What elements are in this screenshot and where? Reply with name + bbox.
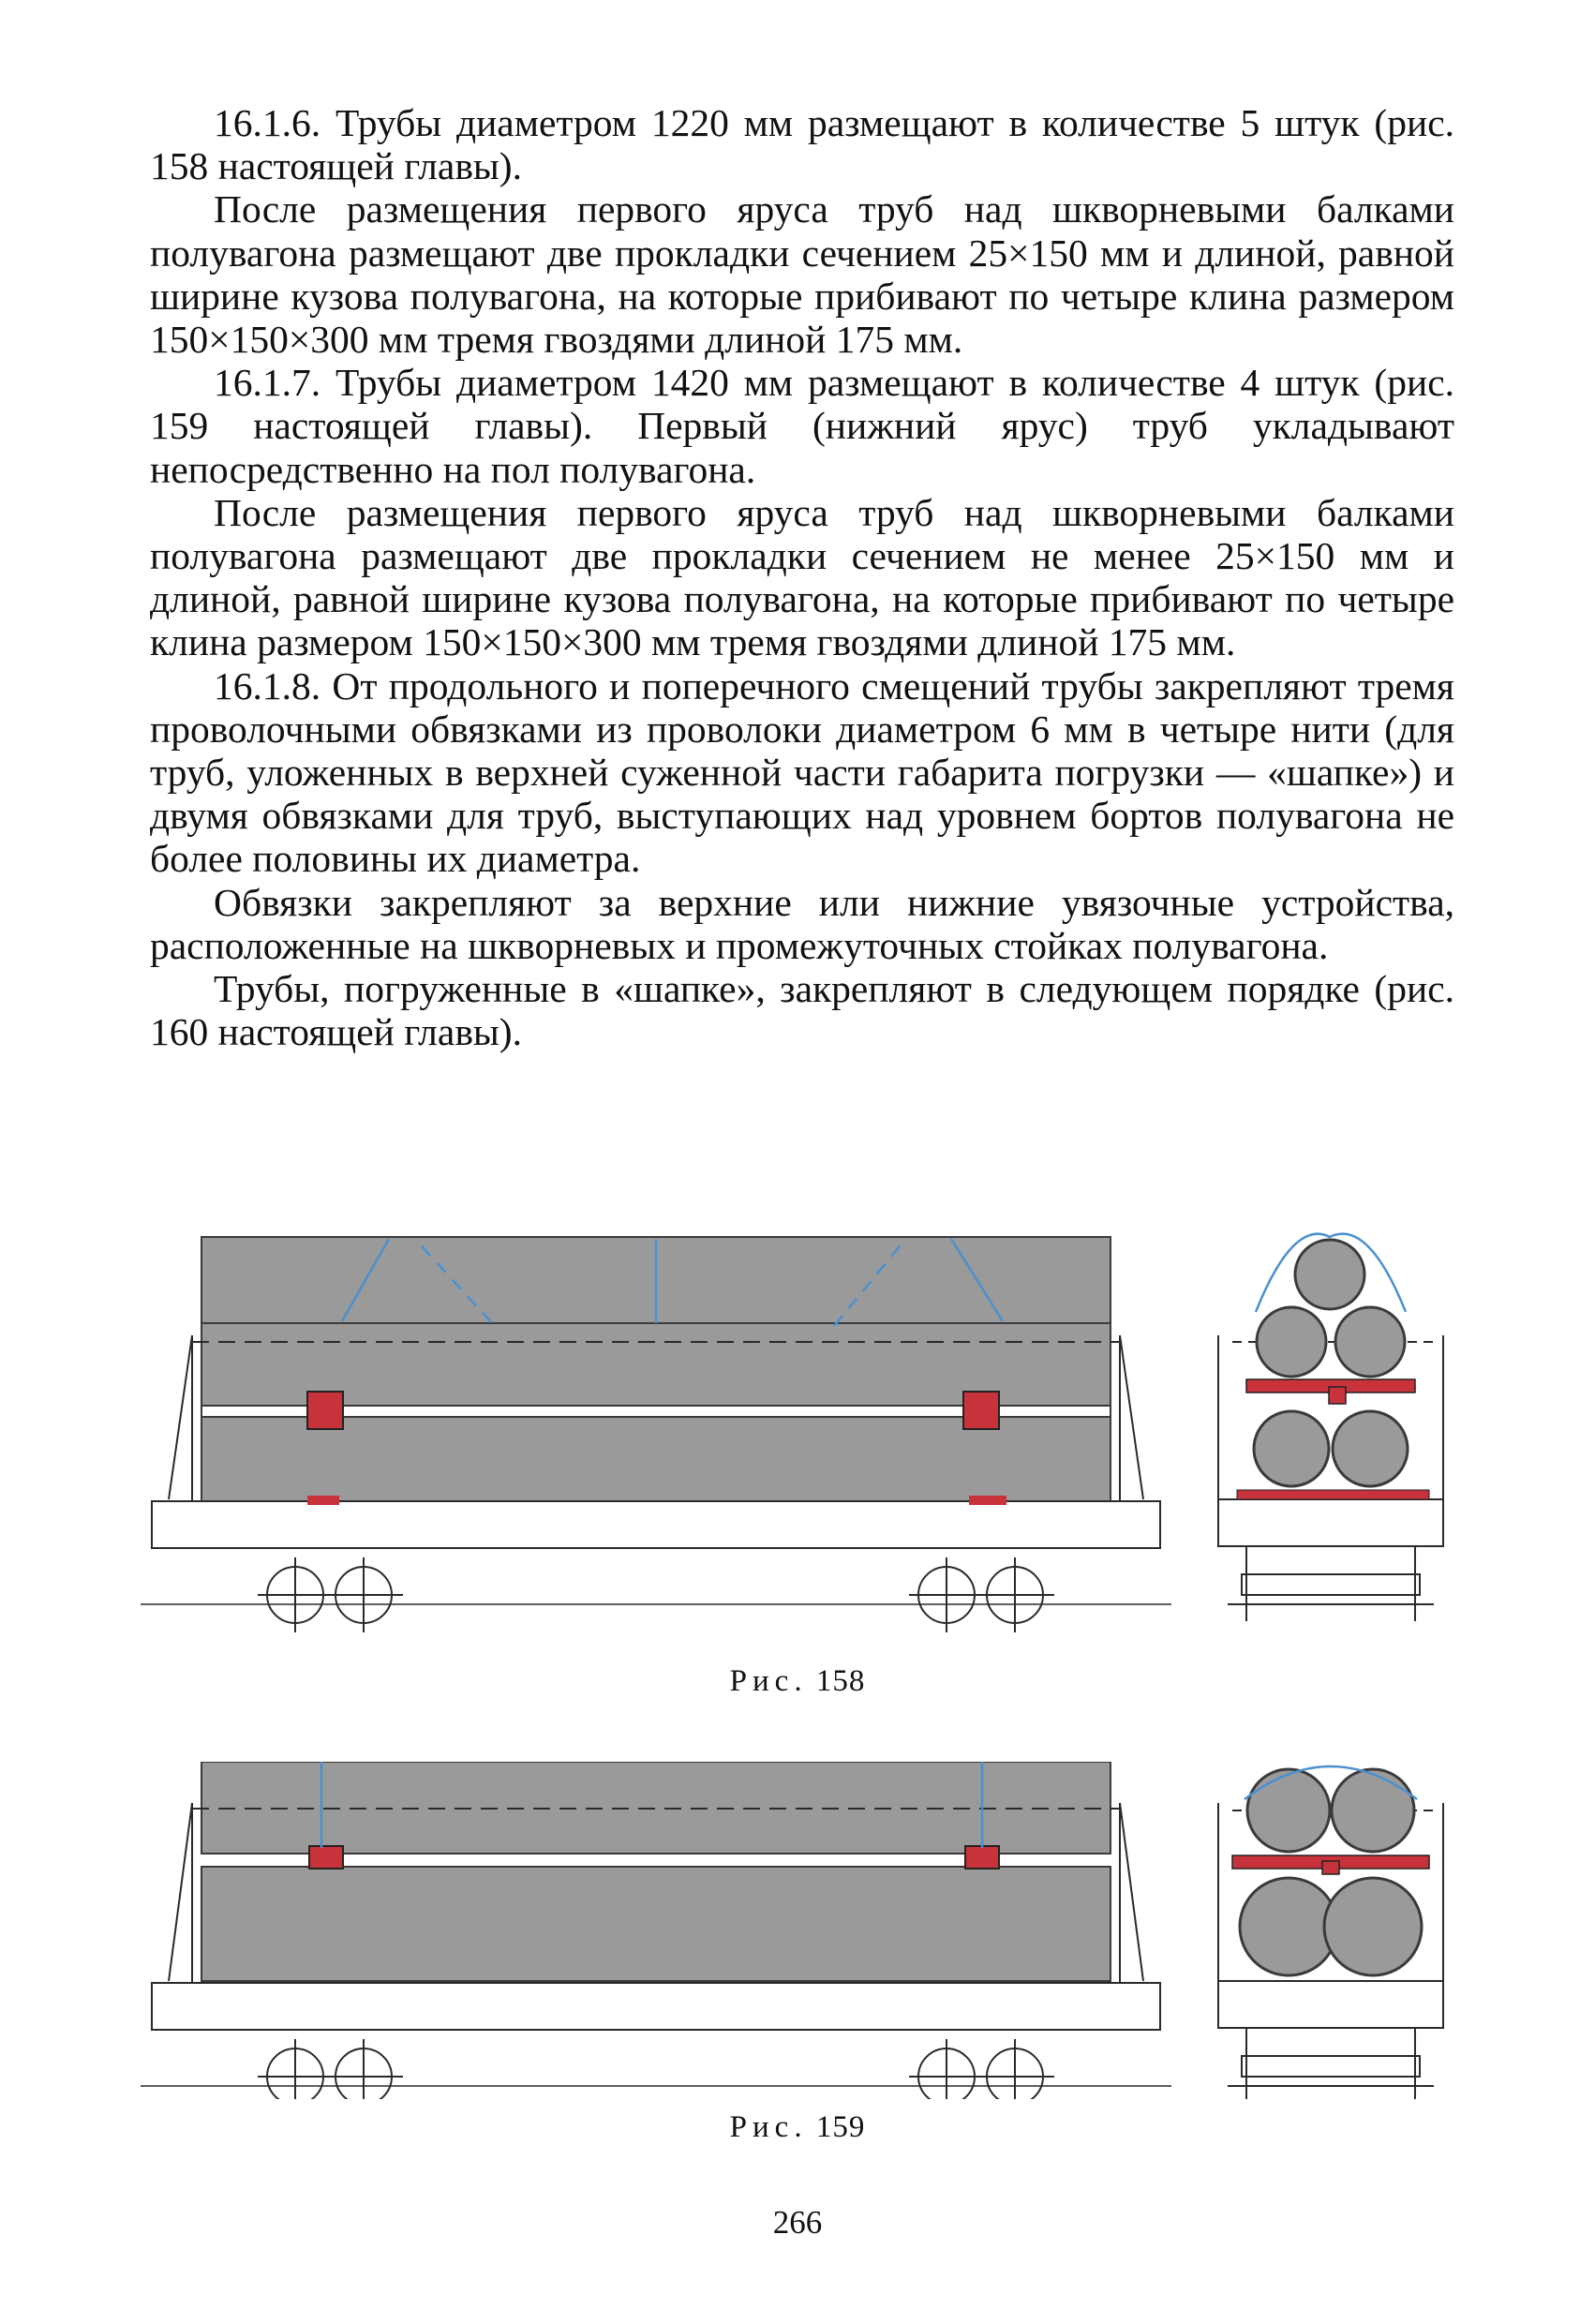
page-number: 266 — [772, 2204, 823, 2241]
spacer-left-159 — [309, 1846, 343, 1869]
spacer-left — [307, 1392, 343, 1429]
figure-158 — [141, 1228, 1462, 1659]
wagon-left-end — [169, 1335, 192, 1499]
floor-block-left — [307, 1496, 339, 1505]
pipe-end-bottom-left-159 — [1240, 1878, 1337, 1975]
pipe-end-top-right-159 — [1332, 1769, 1414, 1852]
pipe-end-top-left-159 — [1247, 1769, 1330, 1852]
pipe-end-bottom-left — [1254, 1411, 1329, 1486]
side-view-158 — [141, 1237, 1171, 1632]
pipe-bottom-side-159 — [201, 1867, 1111, 1981]
bogie-left — [258, 1557, 403, 1632]
end-bogie — [1228, 1546, 1434, 1621]
bogie-left-159 — [258, 2039, 403, 2099]
pipe-end-mid-right — [1335, 1307, 1405, 1377]
wagon-right-end-159 — [1120, 1803, 1143, 1981]
paragraph-16-1-6: 16.1.6. Трубы диаметром 1220 мм размещают в количестве 5 штук (рис. 158 настоящей главы). — [150, 101, 1454, 188]
caption-158-number: 158 — [815, 1664, 866, 1698]
caption-159 — [0, 2110, 1595, 2145]
paragraph-16-1-7: 16.1.7. Трубы диаметром 1420 мм размещают в количестве 4 штук (рис. 159 настоящей главы). Первый (нижний ярус) труб укладывают непосредственно на пол полувагона. — [150, 361, 1454, 491]
caption-158 — [0, 1664, 1595, 1699]
spacer-right — [963, 1392, 999, 1429]
pipe-end-bottom-right — [1333, 1411, 1408, 1486]
end-view-159 — [1218, 1766, 1443, 2099]
end-frame — [1218, 1499, 1443, 1546]
pipe-end-bottom-right-159 — [1324, 1878, 1422, 1975]
paragraph-cap-order: Трубы, погруженные в «шапке», закрепляют в следующем порядке (рис. 160 настоящей главы). — [150, 967, 1454, 1054]
paragraph-tie-attachment: Обвязки закрепляют за верхние или нижние увязочные устройства, расположенные на шкворневых и промежуточных стойках полувагона. — [150, 880, 1454, 967]
paragraph-16-1-8: 16.1.8. От продольного и поперечного смещений трубы закрепляют тремя проволочными обвязками из проволоки диаметром 6 мм в четыре нити (для труб, уложенных в верхней суженной части габарита погрузки — «шапке») и двумя обвязками для труб, выступающих над уровнем бортов полувагона не более половины их диаметра. — [150, 663, 1454, 881]
end-floor-bar — [1237, 1490, 1429, 1499]
end-wedge-left — [1329, 1387, 1346, 1404]
floor-block-right — [969, 1496, 1006, 1505]
figure-159-drawing — [141, 1762, 1462, 2099]
caption-158-prefix: Рис. — [729, 1664, 808, 1698]
caption-159-number: 159 — [815, 2110, 866, 2144]
paragraph-spacers-1420: После размещения первого яруса труб над шкворневыми балками полувагона размещают две прокладки сечением не менее 25×150 мм и длиной, равной ширине кузова полувагона, на которые прибивают по четыре клина размером 150×150×300 мм тремя гвоздями длиной 175 мм. — [150, 490, 1454, 664]
caption-159-prefix: Рис. — [729, 2110, 808, 2144]
figure-158-drawing — [141, 1228, 1462, 1659]
wagon-right-end — [1120, 1335, 1143, 1499]
end-body-outline — [1218, 1335, 1443, 1499]
pipe-end-top — [1295, 1240, 1364, 1309]
wagon-frame-159 — [152, 1983, 1160, 2030]
pipe-end-mid-left — [1257, 1307, 1326, 1377]
spacer-right-159 — [965, 1846, 999, 1869]
end-view-158 — [1218, 1234, 1443, 1621]
side-view-159 — [141, 1762, 1171, 2099]
body-text — [150, 101, 1454, 1053]
wagon-frame — [152, 1501, 1160, 1548]
wagon-left-end-159 — [169, 1803, 192, 1981]
paragraph-spacers-1220: После размещения первого яруса труб над шкворневыми балками полувагона размещают две прокладки сечением 25×150 мм и длиной, равной ширине кузова полувагона, на которые прибивают по четыре клина размером 150×150×300 мм тремя гвоздями длиной 175 мм. — [150, 187, 1454, 362]
bogie-right — [909, 1557, 1054, 1632]
bogie-right-159 — [909, 2039, 1054, 2099]
